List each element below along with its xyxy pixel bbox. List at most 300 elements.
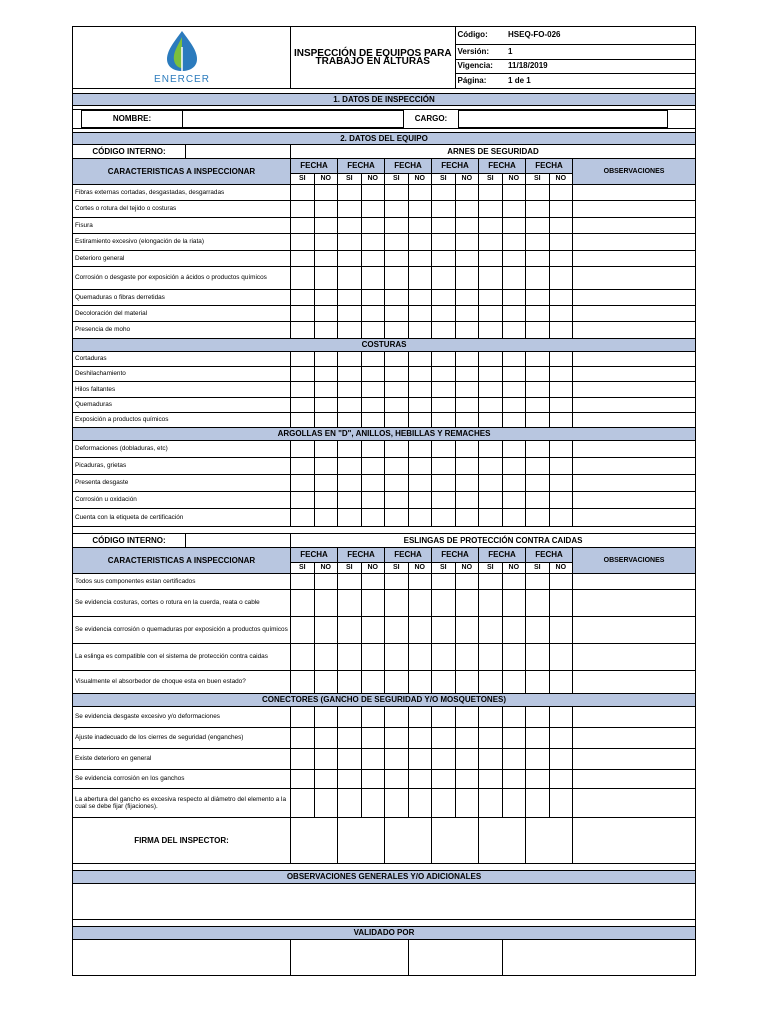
no-checkbox[interactable]: [361, 590, 385, 617]
si-checkbox[interactable]: [385, 306, 409, 322]
validado-cell[interactable]: [408, 940, 502, 976]
no-checkbox[interactable]: [408, 728, 432, 749]
no-checkbox[interactable]: [502, 267, 526, 290]
no-checkbox[interactable]: [502, 306, 526, 322]
no-checkbox[interactable]: [408, 382, 432, 398]
si-checkbox[interactable]: [432, 509, 456, 527]
no-checkbox[interactable]: [408, 352, 432, 367]
no-checkbox[interactable]: [549, 234, 573, 251]
si-checkbox[interactable]: [526, 234, 550, 251]
si-checkbox[interactable]: [526, 707, 550, 728]
si-checkbox[interactable]: [479, 367, 503, 382]
no-checkbox[interactable]: [455, 322, 479, 339]
no-checkbox[interactable]: [502, 475, 526, 492]
si-checkbox[interactable]: [479, 671, 503, 694]
si-checkbox[interactable]: [291, 770, 315, 789]
si-checkbox[interactable]: [432, 201, 456, 218]
si-checkbox[interactable]: [291, 201, 315, 218]
si-checkbox[interactable]: [385, 185, 409, 201]
observation-cell[interactable]: [573, 441, 696, 458]
no-checkbox[interactable]: [502, 617, 526, 644]
si-checkbox[interactable]: [526, 441, 550, 458]
no-checkbox[interactable]: [502, 707, 526, 728]
si-checkbox[interactable]: [338, 398, 362, 413]
no-checkbox[interactable]: [502, 352, 526, 367]
fecha-header[interactable]: FECHA: [432, 159, 479, 174]
observation-cell[interactable]: [573, 185, 696, 201]
observation-cell[interactable]: [573, 749, 696, 770]
si-checkbox[interactable]: [479, 441, 503, 458]
si-checkbox[interactable]: [385, 251, 409, 267]
si-checkbox[interactable]: [432, 475, 456, 492]
si-checkbox[interactable]: [291, 590, 315, 617]
fecha-header[interactable]: FECHA: [291, 548, 338, 563]
si-checkbox[interactable]: [526, 590, 550, 617]
no-checkbox[interactable]: [361, 201, 385, 218]
si-checkbox[interactable]: [526, 749, 550, 770]
si-checkbox[interactable]: [479, 728, 503, 749]
no-checkbox[interactable]: [502, 574, 526, 590]
no-checkbox[interactable]: [502, 441, 526, 458]
si-checkbox[interactable]: [291, 185, 315, 201]
no-checkbox[interactable]: [314, 398, 338, 413]
si-checkbox[interactable]: [432, 789, 456, 818]
no-checkbox[interactable]: [314, 352, 338, 367]
no-checkbox[interactable]: [502, 590, 526, 617]
si-checkbox[interactable]: [385, 218, 409, 234]
no-checkbox[interactable]: [361, 441, 385, 458]
no-checkbox[interactable]: [314, 728, 338, 749]
si-checkbox[interactable]: [479, 475, 503, 492]
si-checkbox[interactable]: [338, 251, 362, 267]
validado-cell[interactable]: [291, 940, 409, 976]
si-checkbox[interactable]: [338, 671, 362, 694]
firma-cell[interactable]: [479, 818, 526, 864]
no-checkbox[interactable]: [502, 789, 526, 818]
no-checkbox[interactable]: [408, 475, 432, 492]
cargo-input[interactable]: [458, 110, 668, 128]
no-checkbox[interactable]: [549, 413, 573, 428]
si-checkbox[interactable]: [291, 644, 315, 671]
no-checkbox[interactable]: [408, 367, 432, 382]
no-checkbox[interactable]: [549, 201, 573, 218]
si-checkbox[interactable]: [385, 509, 409, 527]
no-checkbox[interactable]: [361, 671, 385, 694]
observation-cell[interactable]: [573, 267, 696, 290]
si-checkbox[interactable]: [479, 574, 503, 590]
no-checkbox[interactable]: [549, 306, 573, 322]
no-checkbox[interactable]: [408, 218, 432, 234]
si-checkbox[interactable]: [291, 218, 315, 234]
si-checkbox[interactable]: [526, 306, 550, 322]
no-checkbox[interactable]: [314, 234, 338, 251]
si-checkbox[interactable]: [432, 671, 456, 694]
no-checkbox[interactable]: [455, 251, 479, 267]
si-checkbox[interactable]: [385, 382, 409, 398]
no-checkbox[interactable]: [314, 509, 338, 527]
si-checkbox[interactable]: [526, 644, 550, 671]
si-checkbox[interactable]: [526, 458, 550, 475]
si-checkbox[interactable]: [479, 185, 503, 201]
no-checkbox[interactable]: [502, 749, 526, 770]
observation-cell[interactable]: [573, 574, 696, 590]
no-checkbox[interactable]: [361, 728, 385, 749]
no-checkbox[interactable]: [455, 475, 479, 492]
observation-cell[interactable]: [573, 492, 696, 509]
no-checkbox[interactable]: [455, 590, 479, 617]
codigo-interno-input[interactable]: [186, 145, 290, 158]
no-checkbox[interactable]: [361, 509, 385, 527]
no-checkbox[interactable]: [408, 267, 432, 290]
si-checkbox[interactable]: [432, 728, 456, 749]
no-checkbox[interactable]: [408, 671, 432, 694]
no-checkbox[interactable]: [361, 770, 385, 789]
si-checkbox[interactable]: [479, 218, 503, 234]
si-checkbox[interactable]: [338, 644, 362, 671]
no-checkbox[interactable]: [314, 749, 338, 770]
observation-cell[interactable]: [573, 475, 696, 492]
firma-cell[interactable]: [338, 818, 385, 864]
no-checkbox[interactable]: [314, 382, 338, 398]
no-checkbox[interactable]: [502, 234, 526, 251]
si-checkbox[interactable]: [291, 251, 315, 267]
no-checkbox[interactable]: [549, 251, 573, 267]
no-checkbox[interactable]: [455, 185, 479, 201]
si-checkbox[interactable]: [385, 492, 409, 509]
si-checkbox[interactable]: [385, 644, 409, 671]
si-checkbox[interactable]: [432, 644, 456, 671]
si-checkbox[interactable]: [526, 671, 550, 694]
si-checkbox[interactable]: [385, 322, 409, 339]
si-checkbox[interactable]: [526, 617, 550, 644]
no-checkbox[interactable]: [455, 306, 479, 322]
no-checkbox[interactable]: [314, 707, 338, 728]
no-checkbox[interactable]: [408, 789, 432, 818]
si-checkbox[interactable]: [385, 290, 409, 306]
si-checkbox[interactable]: [479, 322, 503, 339]
no-checkbox[interactable]: [455, 267, 479, 290]
fecha-header[interactable]: FECHA: [526, 159, 573, 174]
si-checkbox[interactable]: [526, 509, 550, 527]
si-checkbox[interactable]: [526, 367, 550, 382]
si-checkbox[interactable]: [291, 234, 315, 251]
no-checkbox[interactable]: [502, 367, 526, 382]
si-checkbox[interactable]: [479, 509, 503, 527]
no-checkbox[interactable]: [455, 728, 479, 749]
observation-cell[interactable]: [573, 398, 696, 413]
si-checkbox[interactable]: [526, 322, 550, 339]
observation-cell[interactable]: [573, 671, 696, 694]
no-checkbox[interactable]: [361, 185, 385, 201]
si-checkbox[interactable]: [432, 441, 456, 458]
si-checkbox[interactable]: [291, 382, 315, 398]
si-checkbox[interactable]: [479, 290, 503, 306]
si-checkbox[interactable]: [479, 458, 503, 475]
no-checkbox[interactable]: [549, 218, 573, 234]
no-checkbox[interactable]: [549, 398, 573, 413]
no-checkbox[interactable]: [549, 458, 573, 475]
no-checkbox[interactable]: [455, 644, 479, 671]
no-checkbox[interactable]: [361, 789, 385, 818]
no-checkbox[interactable]: [502, 728, 526, 749]
no-checkbox[interactable]: [455, 509, 479, 527]
observation-cell[interactable]: [573, 251, 696, 267]
no-checkbox[interactable]: [549, 770, 573, 789]
si-checkbox[interactable]: [291, 352, 315, 367]
si-checkbox[interactable]: [526, 185, 550, 201]
si-checkbox[interactable]: [479, 617, 503, 644]
no-checkbox[interactable]: [314, 475, 338, 492]
fecha-header[interactable]: FECHA: [338, 159, 385, 174]
no-checkbox[interactable]: [455, 382, 479, 398]
observation-cell[interactable]: [573, 234, 696, 251]
no-checkbox[interactable]: [502, 218, 526, 234]
si-checkbox[interactable]: [338, 382, 362, 398]
si-checkbox[interactable]: [385, 267, 409, 290]
no-checkbox[interactable]: [314, 201, 338, 218]
si-checkbox[interactable]: [338, 290, 362, 306]
si-checkbox[interactable]: [385, 413, 409, 428]
no-checkbox[interactable]: [455, 458, 479, 475]
si-checkbox[interactable]: [432, 590, 456, 617]
si-checkbox[interactable]: [526, 789, 550, 818]
no-checkbox[interactable]: [361, 352, 385, 367]
no-checkbox[interactable]: [314, 290, 338, 306]
no-checkbox[interactable]: [361, 267, 385, 290]
si-checkbox[interactable]: [432, 352, 456, 367]
si-checkbox[interactable]: [432, 398, 456, 413]
si-checkbox[interactable]: [385, 789, 409, 818]
no-checkbox[interactable]: [502, 185, 526, 201]
no-checkbox[interactable]: [314, 574, 338, 590]
no-checkbox[interactable]: [502, 458, 526, 475]
no-checkbox[interactable]: [314, 267, 338, 290]
no-checkbox[interactable]: [502, 201, 526, 218]
si-checkbox[interactable]: [338, 458, 362, 475]
si-checkbox[interactable]: [526, 475, 550, 492]
si-checkbox[interactable]: [338, 475, 362, 492]
si-checkbox[interactable]: [338, 707, 362, 728]
si-checkbox[interactable]: [291, 574, 315, 590]
no-checkbox[interactable]: [314, 185, 338, 201]
si-checkbox[interactable]: [385, 398, 409, 413]
si-checkbox[interactable]: [526, 290, 550, 306]
si-checkbox[interactable]: [432, 749, 456, 770]
si-checkbox[interactable]: [291, 789, 315, 818]
no-checkbox[interactable]: [314, 492, 338, 509]
si-checkbox[interactable]: [385, 728, 409, 749]
si-checkbox[interactable]: [479, 306, 503, 322]
validado-cell[interactable]: [502, 940, 696, 976]
si-checkbox[interactable]: [385, 458, 409, 475]
si-checkbox[interactable]: [291, 617, 315, 644]
observation-cell[interactable]: [573, 367, 696, 382]
si-checkbox[interactable]: [526, 251, 550, 267]
no-checkbox[interactable]: [502, 322, 526, 339]
no-checkbox[interactable]: [549, 267, 573, 290]
si-checkbox[interactable]: [432, 617, 456, 644]
no-checkbox[interactable]: [549, 749, 573, 770]
no-checkbox[interactable]: [314, 617, 338, 644]
obs-generales-field[interactable]: [73, 884, 696, 920]
no-checkbox[interactable]: [408, 707, 432, 728]
si-checkbox[interactable]: [479, 789, 503, 818]
no-checkbox[interactable]: [314, 251, 338, 267]
no-checkbox[interactable]: [314, 413, 338, 428]
no-checkbox[interactable]: [455, 413, 479, 428]
observation-cell[interactable]: [573, 413, 696, 428]
si-checkbox[interactable]: [432, 234, 456, 251]
si-checkbox[interactable]: [338, 617, 362, 644]
no-checkbox[interactable]: [361, 398, 385, 413]
no-checkbox[interactable]: [549, 492, 573, 509]
observation-cell[interactable]: [573, 201, 696, 218]
no-checkbox[interactable]: [549, 617, 573, 644]
no-checkbox[interactable]: [549, 644, 573, 671]
si-checkbox[interactable]: [432, 492, 456, 509]
si-checkbox[interactable]: [338, 492, 362, 509]
observation-cell[interactable]: [573, 617, 696, 644]
no-checkbox[interactable]: [314, 789, 338, 818]
si-checkbox[interactable]: [479, 352, 503, 367]
si-checkbox[interactable]: [479, 267, 503, 290]
si-checkbox[interactable]: [291, 290, 315, 306]
si-checkbox[interactable]: [526, 728, 550, 749]
no-checkbox[interactable]: [455, 201, 479, 218]
si-checkbox[interactable]: [479, 590, 503, 617]
si-checkbox[interactable]: [291, 322, 315, 339]
validado-cell[interactable]: [73, 940, 291, 976]
firma-cell[interactable]: [291, 818, 338, 864]
no-checkbox[interactable]: [408, 492, 432, 509]
no-checkbox[interactable]: [455, 617, 479, 644]
no-checkbox[interactable]: [361, 218, 385, 234]
observation-cell[interactable]: [573, 728, 696, 749]
si-checkbox[interactable]: [338, 367, 362, 382]
si-checkbox[interactable]: [338, 267, 362, 290]
si-checkbox[interactable]: [385, 352, 409, 367]
si-checkbox[interactable]: [526, 492, 550, 509]
si-checkbox[interactable]: [432, 251, 456, 267]
no-checkbox[interactable]: [502, 382, 526, 398]
observation-cell[interactable]: [573, 590, 696, 617]
observation-cell[interactable]: [573, 382, 696, 398]
no-checkbox[interactable]: [361, 707, 385, 728]
no-checkbox[interactable]: [502, 671, 526, 694]
no-checkbox[interactable]: [455, 707, 479, 728]
no-checkbox[interactable]: [455, 770, 479, 789]
no-checkbox[interactable]: [549, 367, 573, 382]
si-checkbox[interactable]: [291, 749, 315, 770]
si-checkbox[interactable]: [338, 574, 362, 590]
no-checkbox[interactable]: [455, 574, 479, 590]
no-checkbox[interactable]: [549, 382, 573, 398]
no-checkbox[interactable]: [314, 367, 338, 382]
si-checkbox[interactable]: [432, 574, 456, 590]
no-checkbox[interactable]: [408, 201, 432, 218]
si-checkbox[interactable]: [291, 267, 315, 290]
si-checkbox[interactable]: [479, 707, 503, 728]
si-checkbox[interactable]: [479, 413, 503, 428]
no-checkbox[interactable]: [455, 234, 479, 251]
no-checkbox[interactable]: [408, 251, 432, 267]
no-checkbox[interactable]: [408, 441, 432, 458]
si-checkbox[interactable]: [338, 218, 362, 234]
no-checkbox[interactable]: [549, 509, 573, 527]
si-checkbox[interactable]: [338, 509, 362, 527]
no-checkbox[interactable]: [408, 509, 432, 527]
observation-cell[interactable]: [573, 644, 696, 671]
no-checkbox[interactable]: [549, 707, 573, 728]
no-checkbox[interactable]: [502, 509, 526, 527]
si-checkbox[interactable]: [432, 367, 456, 382]
si-checkbox[interactable]: [385, 770, 409, 789]
firma-cell[interactable]: [432, 818, 479, 864]
no-checkbox[interactable]: [408, 458, 432, 475]
codigo-interno-input[interactable]: [186, 534, 290, 547]
no-checkbox[interactable]: [408, 234, 432, 251]
observation-cell[interactable]: [573, 306, 696, 322]
no-checkbox[interactable]: [314, 458, 338, 475]
si-checkbox[interactable]: [385, 367, 409, 382]
si-checkbox[interactable]: [479, 644, 503, 671]
si-checkbox[interactable]: [432, 306, 456, 322]
fecha-header[interactable]: FECHA: [479, 159, 526, 174]
si-checkbox[interactable]: [479, 382, 503, 398]
si-checkbox[interactable]: [338, 306, 362, 322]
si-checkbox[interactable]: [432, 267, 456, 290]
no-checkbox[interactable]: [502, 398, 526, 413]
no-checkbox[interactable]: [408, 644, 432, 671]
no-checkbox[interactable]: [361, 617, 385, 644]
fecha-header[interactable]: FECHA: [385, 159, 432, 174]
no-checkbox[interactable]: [314, 644, 338, 671]
no-checkbox[interactable]: [314, 770, 338, 789]
no-checkbox[interactable]: [408, 413, 432, 428]
no-checkbox[interactable]: [314, 218, 338, 234]
no-checkbox[interactable]: [408, 617, 432, 644]
no-checkbox[interactable]: [549, 352, 573, 367]
si-checkbox[interactable]: [432, 382, 456, 398]
si-checkbox[interactable]: [338, 322, 362, 339]
no-checkbox[interactable]: [361, 749, 385, 770]
si-checkbox[interactable]: [526, 201, 550, 218]
si-checkbox[interactable]: [385, 201, 409, 218]
firma-obs-cell[interactable]: [573, 818, 696, 864]
no-checkbox[interactable]: [361, 251, 385, 267]
fecha-header[interactable]: FECHA: [432, 548, 479, 563]
si-checkbox[interactable]: [338, 770, 362, 789]
si-checkbox[interactable]: [526, 574, 550, 590]
si-checkbox[interactable]: [338, 590, 362, 617]
no-checkbox[interactable]: [455, 218, 479, 234]
no-checkbox[interactable]: [408, 306, 432, 322]
observation-cell[interactable]: [573, 789, 696, 818]
si-checkbox[interactable]: [432, 770, 456, 789]
no-checkbox[interactable]: [502, 492, 526, 509]
no-checkbox[interactable]: [455, 492, 479, 509]
no-checkbox[interactable]: [361, 644, 385, 671]
no-checkbox[interactable]: [314, 590, 338, 617]
no-checkbox[interactable]: [502, 770, 526, 789]
no-checkbox[interactable]: [408, 574, 432, 590]
no-checkbox[interactable]: [314, 671, 338, 694]
si-checkbox[interactable]: [479, 251, 503, 267]
si-checkbox[interactable]: [338, 728, 362, 749]
si-checkbox[interactable]: [291, 707, 315, 728]
si-checkbox[interactable]: [385, 234, 409, 251]
no-checkbox[interactable]: [408, 590, 432, 617]
